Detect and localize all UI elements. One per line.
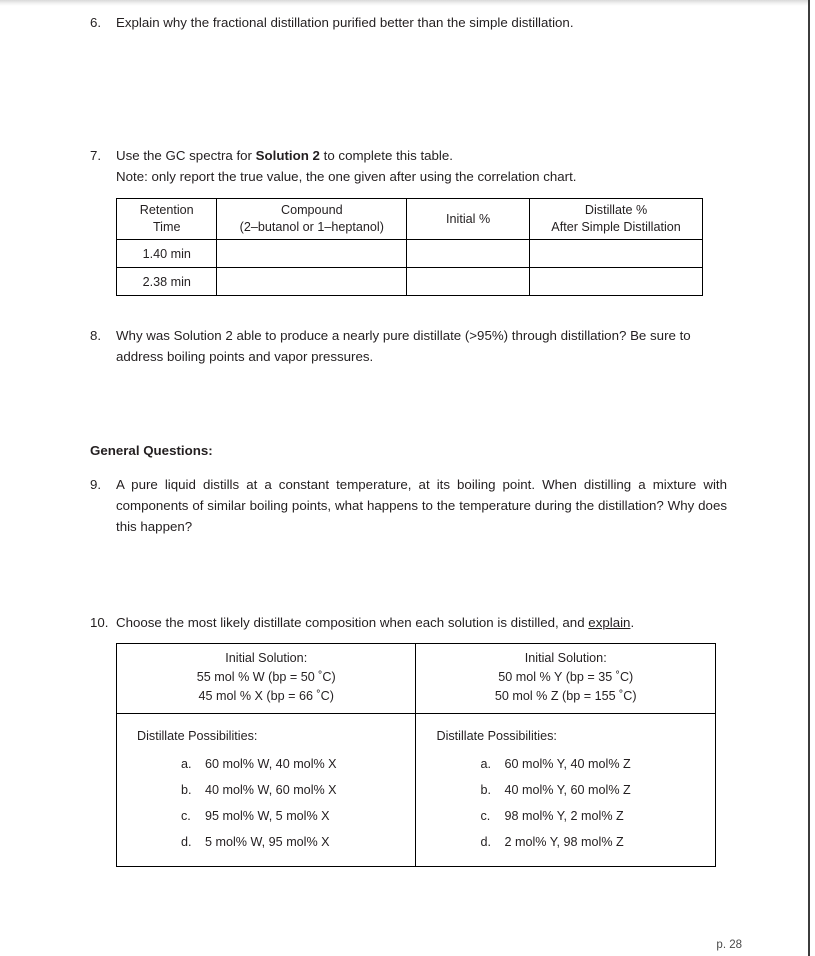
table-row — [117, 268, 703, 296]
gc-header-compound-line1: Compound — [280, 203, 343, 217]
gc-header-distillate-percent — [530, 199, 703, 240]
list-item[interactable] — [181, 803, 409, 829]
composition-possibilities-row — [117, 714, 716, 867]
gc-header-retention-time-line2: Time — [152, 220, 181, 234]
list-item[interactable] — [480, 751, 709, 777]
right-option-b-letter: b. — [480, 783, 491, 797]
left-option-b-text: 40 mol% W, 60 mol% X — [205, 783, 337, 797]
gc-table-header-row — [117, 199, 703, 240]
question-9-text: A pure liquid distills at a constant temperature, at its boiling point. When distilling a mixture with components of similar boiling points, what happens to the temperature during the distillation? Why does this happen? — [116, 477, 727, 534]
gc-header-retention-time-line1: Retention — [139, 203, 194, 217]
left-solution-component-2: 45 mol % X (bp = 66 ˚C) — [198, 689, 334, 703]
question-7-solution-label: Solution 2 — [255, 148, 320, 163]
question-10-text — [116, 612, 730, 633]
gc-row-1-compound-blank[interactable] — [217, 268, 407, 296]
gc-header-initial-percent: Initial % — [407, 199, 530, 240]
question-10 — [90, 612, 730, 633]
right-option-d-text: 2 mol% Y, 98 mol% Z — [504, 835, 624, 849]
question-7-text-after-bold: to complete this table. — [319, 148, 453, 163]
gc-header-distillate-line2: After Simple Distillation — [551, 220, 681, 234]
question-9-body — [116, 474, 727, 537]
question-10-text-after-link: . — [630, 615, 635, 630]
question-7-text-before-bold: Use the GC spectra for — [116, 148, 256, 163]
left-option-a-text: 60 mol% W, 40 mol% X — [205, 757, 337, 771]
question-9 — [90, 474, 727, 537]
question-6 — [90, 12, 730, 33]
gc-header-distillate-line1: Distillate % — [584, 203, 648, 217]
list-item[interactable] — [480, 777, 709, 803]
question-6-text: Explain why the fractional distillation purified better than the simple distillation. — [116, 15, 574, 30]
page-number-footer: p. 28 — [716, 939, 742, 951]
right-option-b-text: 40 mol% Y, 60 mol% Z — [504, 783, 631, 797]
left-option-b-letter: b. — [181, 783, 192, 797]
left-option-a-letter: a. — [181, 757, 192, 771]
question-7-body — [116, 145, 730, 187]
composition-solutions-row — [117, 644, 716, 714]
question-8 — [90, 325, 730, 367]
right-option-a-letter: a. — [480, 757, 491, 771]
list-item[interactable] — [181, 777, 409, 803]
gc-row-0-distillate-percent-blank[interactable] — [530, 240, 703, 268]
distillate-composition-table — [116, 643, 716, 867]
left-initial-solution-cell — [117, 644, 416, 714]
right-solution-title: Initial Solution: — [524, 651, 607, 665]
left-solution-component-1: 55 mol % W (bp = 50 ˚C) — [196, 670, 336, 684]
right-initial-solution-cell — [416, 644, 716, 714]
table-row — [117, 240, 703, 268]
right-option-c-letter: c. — [480, 809, 491, 823]
list-item[interactable] — [480, 829, 709, 855]
question-8-text: Why was Solution 2 able to produce a nearly pure distillate (>95%) through distillation? Be sure to address boiling points and vapor pressures. — [116, 328, 691, 364]
right-solution-component-2: 50 mol % Z (bp = 155 ˚C) — [494, 689, 637, 703]
gc-row-1-retention-time: 2.38 min — [117, 268, 217, 296]
scan-top-edge-artifact — [0, 0, 815, 6]
question-9-number: 9. — [90, 477, 102, 492]
left-distillate-possibilities-cell — [117, 714, 416, 867]
gc-results-table — [116, 198, 703, 296]
gc-header-retention-time — [117, 199, 217, 240]
left-option-d-text: 5 mol% W, 95 mol% X — [205, 835, 330, 849]
question-10-text-before-link: Choose the most likely distillate composition when each solution is distilled, and — [116, 615, 589, 630]
right-option-c-text: 98 mol% Y, 2 mol% Z — [504, 809, 624, 823]
left-option-d-letter: d. — [181, 835, 192, 849]
question-7-number: 7. — [90, 148, 102, 163]
question-8-body — [116, 325, 730, 367]
left-solution-title: Initial Solution: — [225, 651, 308, 665]
list-item[interactable] — [480, 803, 709, 829]
right-distillate-possibilities-cell — [416, 714, 716, 867]
right-options-list — [422, 751, 709, 855]
right-solution-component-1: 50 mol % Y (bp = 35 ˚C) — [498, 670, 634, 684]
gc-row-0-initial-percent-blank[interactable] — [407, 240, 530, 268]
gc-row-0-compound-blank[interactable] — [217, 240, 407, 268]
question-6-body — [116, 12, 730, 33]
left-options-list — [123, 751, 409, 855]
list-item[interactable] — [181, 829, 409, 855]
question-7 — [90, 145, 730, 187]
gc-header-compound — [217, 199, 407, 240]
question-7-line-1 — [116, 145, 730, 166]
gc-row-1-initial-percent-blank[interactable] — [407, 268, 530, 296]
question-6-number: 6. — [90, 15, 102, 30]
scan-right-margin — [810, 0, 815, 956]
left-option-c-text: 95 mol% W, 5 mol% X — [205, 809, 330, 823]
question-8-number: 8. — [90, 328, 102, 343]
right-option-a-text: 60 mol% Y, 40 mol% Z — [504, 757, 631, 771]
general-questions-heading: General Questions: — [90, 443, 213, 458]
question-10-number: 10. — [90, 615, 109, 630]
left-option-c-letter: c. — [181, 809, 191, 823]
question-7-note: Note: only report the true value, the one given after using the correlation chart. — [116, 169, 577, 184]
gc-row-0-retention-time: 1.40 min — [117, 240, 217, 268]
question-10-body — [116, 612, 730, 633]
gc-header-compound-line2: (2–butanol or 1–heptanol) — [239, 220, 384, 234]
right-possibilities-title: Distillate Possibilities: — [436, 729, 557, 743]
list-item[interactable] — [181, 751, 409, 777]
gc-row-1-distillate-percent-blank[interactable] — [530, 268, 703, 296]
left-possibilities-title: Distillate Possibilities: — [137, 729, 258, 743]
right-option-d-letter: d. — [480, 835, 491, 849]
question-10-explain-emphasis: explain — [588, 615, 631, 630]
